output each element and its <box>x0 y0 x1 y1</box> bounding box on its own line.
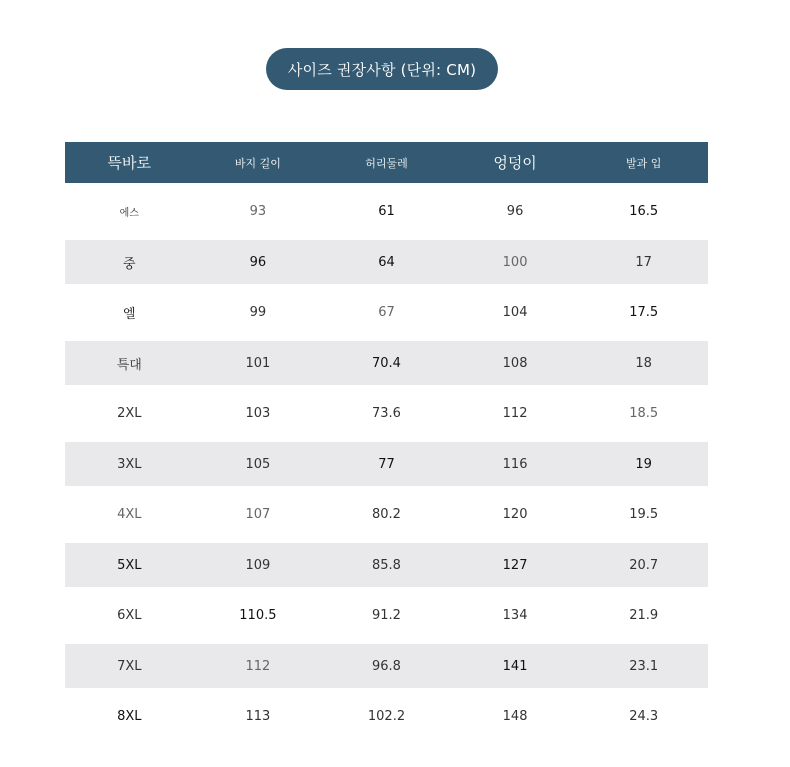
waist-value: 96.8 <box>322 644 451 688</box>
waist-value: 102.2 <box>322 688 451 745</box>
hip-value: 96 <box>451 183 580 240</box>
pants-length-value: 110.5 <box>194 587 323 644</box>
hip-value: 148 <box>451 688 580 745</box>
hip-value: 120 <box>451 486 580 543</box>
table-row <box>65 543 708 587</box>
header-leg-opening: 발과 입 <box>579 142 708 183</box>
table-row <box>65 341 708 385</box>
pants-length-value: 103 <box>194 385 323 442</box>
pants-length-value: 105 <box>194 442 323 486</box>
leg-opening-value: 16.5 <box>579 183 708 240</box>
table-row <box>65 240 708 284</box>
size-label: 2XL <box>65 385 194 442</box>
table-row <box>65 442 708 486</box>
leg-opening-value: 19 <box>579 442 708 486</box>
hip-value: 141 <box>451 644 580 688</box>
leg-opening-value: 18 <box>579 341 708 385</box>
size-label: 에스 <box>65 183 194 240</box>
table-row <box>65 284 708 341</box>
pants-length-value: 96 <box>194 240 323 284</box>
leg-opening-value: 19.5 <box>579 486 708 543</box>
leg-opening-value: 18.5 <box>579 385 708 442</box>
leg-opening-value: 23.1 <box>579 644 708 688</box>
leg-opening-value: 21.9 <box>579 587 708 644</box>
table-row <box>65 587 708 644</box>
hip-value: 108 <box>451 341 580 385</box>
waist-value: 67 <box>322 284 451 341</box>
waist-value: 70.4 <box>322 341 451 385</box>
pants-length-value: 112 <box>194 644 323 688</box>
waist-value: 77 <box>322 442 451 486</box>
hip-value: 116 <box>451 442 580 486</box>
table-header-row <box>65 142 708 183</box>
table-row <box>65 385 708 442</box>
size-label: 6XL <box>65 587 194 644</box>
size-label: 중 <box>65 240 194 284</box>
leg-opening-value: 17 <box>579 240 708 284</box>
size-label: 8XL <box>65 688 194 745</box>
size-label: 5XL <box>65 543 194 587</box>
leg-opening-value: 24.3 <box>579 688 708 745</box>
size-recommendation-title: 사이즈 권장사항 (단위: CM) <box>266 48 498 90</box>
waist-value: 85.8 <box>322 543 451 587</box>
waist-value: 61 <box>322 183 451 240</box>
waist-value: 80.2 <box>322 486 451 543</box>
table-row <box>65 644 708 688</box>
header-size: 뜩바로 <box>65 142 194 183</box>
pants-length-value: 99 <box>194 284 323 341</box>
size-label: 엘 <box>65 284 194 341</box>
pants-length-value: 93 <box>194 183 323 240</box>
leg-opening-value: 20.7 <box>579 543 708 587</box>
table-row <box>65 688 708 745</box>
hip-value: 127 <box>451 543 580 587</box>
size-chart-table <box>65 142 708 745</box>
table-row <box>65 486 708 543</box>
header-pants-length: 바지 길이 <box>194 142 323 183</box>
waist-value: 73.6 <box>322 385 451 442</box>
header-hip: 엉덩이 <box>451 142 580 183</box>
waist-value: 64 <box>322 240 451 284</box>
hip-value: 112 <box>451 385 580 442</box>
leg-opening-value: 17.5 <box>579 284 708 341</box>
pants-length-value: 101 <box>194 341 323 385</box>
size-label: 3XL <box>65 442 194 486</box>
waist-value: 91.2 <box>322 587 451 644</box>
hip-value: 134 <box>451 587 580 644</box>
table-row <box>65 183 708 240</box>
pants-length-value: 109 <box>194 543 323 587</box>
size-label: 특대 <box>65 341 194 385</box>
hip-value: 104 <box>451 284 580 341</box>
pants-length-value: 113 <box>194 688 323 745</box>
header-waist: 허리둘레 <box>322 142 451 183</box>
size-label: 4XL <box>65 486 194 543</box>
hip-value: 100 <box>451 240 580 284</box>
size-label: 7XL <box>65 644 194 688</box>
pants-length-value: 107 <box>194 486 323 543</box>
